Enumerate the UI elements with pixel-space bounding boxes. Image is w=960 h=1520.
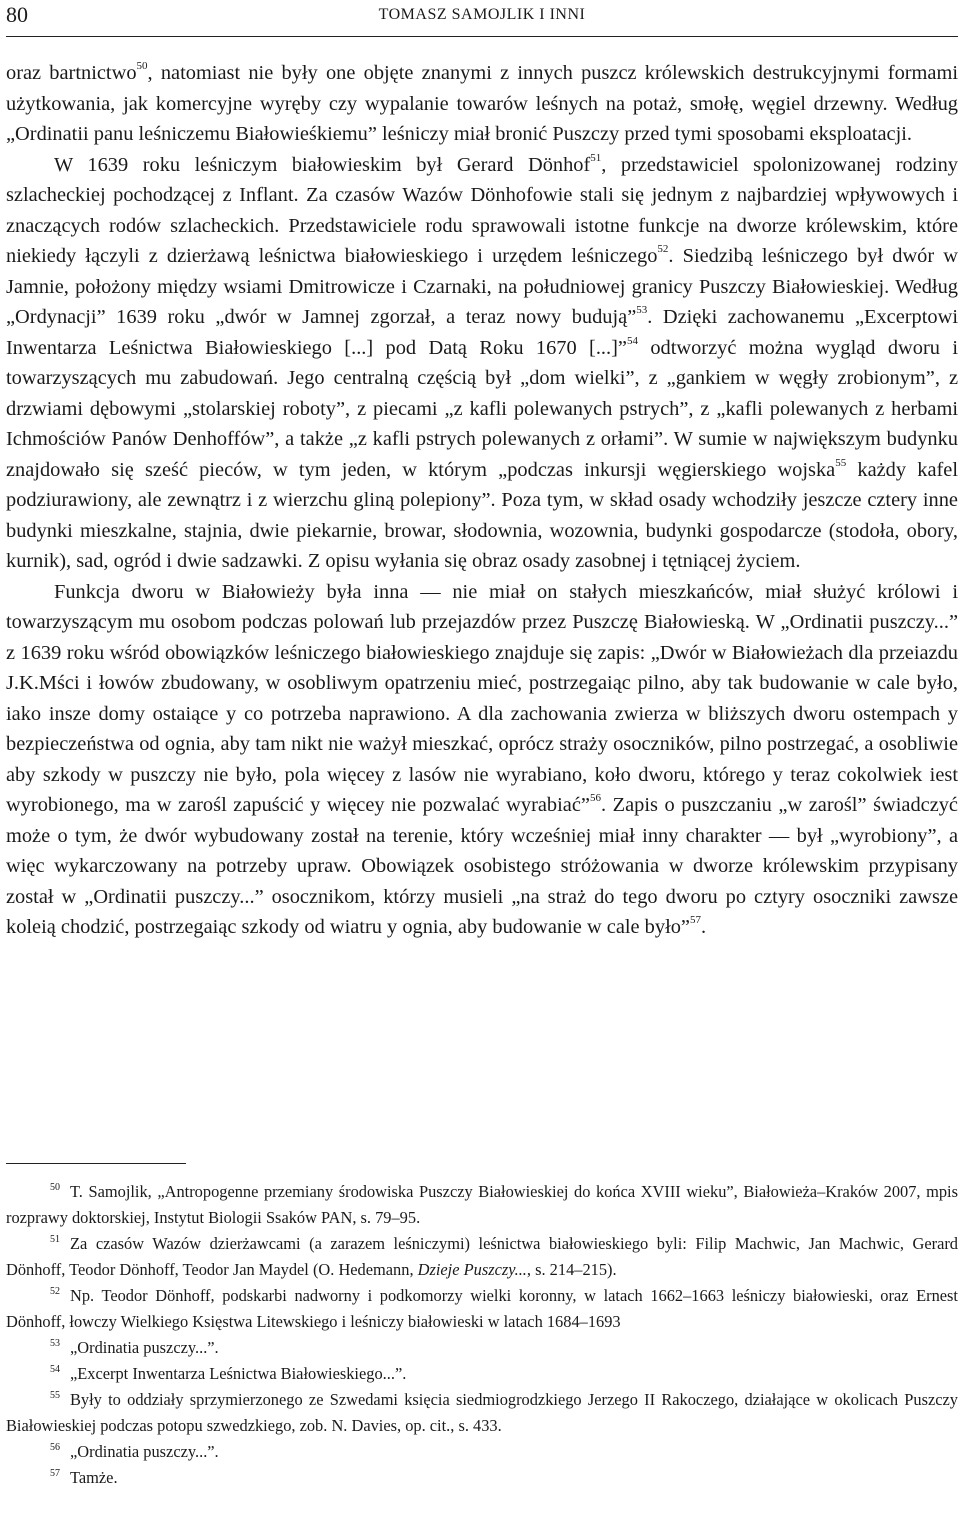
footnote-ref-57[interactable]: 57 (689, 914, 701, 927)
paragraph-1 (6, 58, 958, 150)
footnote-53 (6, 1335, 958, 1361)
text: . Siedzibą leśniczego był dwór w Jamnie, położony między wsiami Dmitrowicze i Czarnaki, na południowej granicy Puszczy Białowieskiej. Według „Ordynacji” 1639 roku „dwór w Jamnej zgorzał, a teraz nowy budują” (6, 245, 958, 328)
footnote-ref-52[interactable]: 52 (657, 243, 669, 256)
footnote-54 (6, 1361, 958, 1387)
footnote-title: Dzieje Puszczy... (417, 1260, 527, 1279)
footnote-text: T. Samojlik, „Antropogenne przemiany środowiska Puszczy Białowieskiej do końca XVIII wieku”, Białowieża–Kraków 2007, mpis rozprawy doktorskiej, Instytut Biologii Ssaków PAN, s. 79–95. (6, 1182, 958, 1227)
footnote-57 (6, 1465, 958, 1491)
footnote-ref-55[interactable]: 55 (835, 456, 847, 469)
footnote-text: Tamże. (70, 1468, 118, 1487)
main-text (6, 58, 958, 943)
text: . Zapis o puszczaniu „w zarośl” świadczyć może o tym, że dwór wybudowany został na terenie, który wcześniej miał inny charakter — był „wyrobiony”, a więc wykarczowany na potrzeby upraw. Obowiązek osobistego stróżowania w dworze królewskim przypisany został w „Ordinatii puszczy...” osocznikom, którzy musieli „na straż do tego dworu po cztyry osoczniki zawsze koleią chodzić, postrzegaiąc szkody od wiatru y ognia, aby budowanie w cale było” (6, 794, 958, 938)
text: . (700, 916, 707, 938)
footnote-number: 54 (50, 1363, 60, 1375)
footnote-ref-54[interactable]: 54 (626, 334, 638, 347)
footnote-52 (6, 1283, 958, 1335)
footnote-number: 56 (50, 1441, 60, 1453)
footnotes (6, 1179, 958, 1491)
footnote-number: 52 (50, 1285, 60, 1297)
text: . Dzięki zachowanemu „Excerptowi Inwentarza Leśnictwa Białowieskiego [...] pod Datą Roku 1670 [...]” (6, 306, 958, 359)
footnote-number: 51 (50, 1233, 60, 1245)
paragraph-3 (6, 577, 958, 943)
footnote-ref-56[interactable]: 56 (589, 792, 601, 805)
footnote-50 (6, 1179, 958, 1231)
footnote-text: „Ordinatia puszczy...”. (70, 1338, 219, 1357)
footnote-text: Np. Teodor Dönhoff, podskarbi nadworny i podkomorzy wielki koronny, w latach 1662–1663 leśniczy białowieski, oraz Ernest Dönhoff, łowczy Wielkiego Księstwa Litewskiego i leśniczy białowieski w latach 1684–1693 (6, 1286, 958, 1331)
page-header (6, 2, 958, 37)
page-number: 80 (6, 2, 28, 27)
text: W 1639 roku leśniczym białowieskim był Gerard Dönhof (54, 153, 591, 176)
footnote-56 (6, 1439, 958, 1465)
text: Funkcja dworu w Białowieży była inna — nie miał on stałych mieszkańców, miał służyć królowi i towarzyszącym mu osobom podczas polowań lub przejazdów przez Puszczę Białowieską. W „Ordinatii puszczy...” z 1639 roku wśród obowiązków leśniczego białowieskiego znajduje się zapis: „Dwór w Białowieżach dla przeiazdu J.K.Mści i łowów zbudowany, w osobliwym opatrzeniu mieć, postrzegaiąc pilno, aby tak budowanie w cale było, iako insze domy ostaiące y co potrzeba naprawiono. A dla zachowania zwierza w bliższych dworu ostempach y bezpieczeństwa od ognia, aby tam nikt nie ważył mieszkać, oprócz straży osoczników, pilno postrzegać, a osobliwie aby szkody w puszczy nie było, pola więcey z lasów nie wyrabiano, koło dworu, którego y teraz cokolwiek iest wyrobionego, ma w zarośl zapuścić y więcey nie pozwalać wyrabiać” (6, 580, 958, 816)
text: każdy kafel podziurawiony, ale zewnątrz i z wierzchu gliną polepiony”. Poza tym, w skład osady wchodziły jeszcze cztery inne budynki mieszkalne, stajnia, dwie piekarnie, browar, słodownia, wozownia, budynki gospodarcze (stodoła, obory, kurnik), sad, ogród i dwie sadzawki. Z opisu wyłania się obraz osady zasobnej i tętniącej życiem. (6, 458, 958, 572)
footnote-text: „Ordinatia puszczy...”. (70, 1442, 219, 1461)
footnote-text: Były to oddziały sprzymierzonego ze Szwedami księcia siedmiogrodzkiego Jerzego II Rakoczego, działające w okolicach Puszczy Białowieskiej podczas potopu szwedzkiego, zob. N. Davies, op. cit., s. 433. (6, 1390, 958, 1435)
footnote-number: 53 (50, 1337, 60, 1349)
footnote-number: 55 (50, 1389, 60, 1401)
footnote-ref-53[interactable]: 53 (636, 304, 648, 317)
footnote-text: „Excerpt Inwentarza Leśnictwa Białowieskiego...”. (70, 1364, 407, 1383)
footnote-number: 57 (50, 1467, 60, 1479)
footnote-ref-50[interactable]: 50 (136, 60, 148, 73)
running-head: TOMASZ SAMOJLIK I INNI (378, 6, 586, 23)
text: odtworzyć można wygląd dworu i towarzyszących mu zabudowań. Jego centralną częścią był „dom wielki”, z „gankiem w węgły zrobionym”, z drzwiami dębowymi „stolarskiej roboty”, z piecami „z kafli polewanych pstrych”, z „kafli polewanych z herbami Ichmościów Panów Denhoffów”, a także „z kafli pstrych polewanych z orłami”. W sumie w największym budynku znajdowało się sześć pieców, w tym jeden, w którym „podczas inkursji węgierskiego wojska (6, 336, 958, 481)
footnote-separator (6, 1163, 186, 1164)
footnote-number: 50 (50, 1181, 60, 1193)
footnote-text: Za czasów Wazów dzierżawcami (a zarazem leśniczymi) leśnictwa białowieskiego byli: Filip Machwic, Jan Machwic, Gerard Dönhoff, Teodor Dönhoff, Teodor Jan Maydel (O. Hedemann, (6, 1234, 958, 1279)
footnote-ref-51[interactable]: 51 (590, 151, 602, 164)
paragraph-2 (6, 150, 958, 577)
text: oraz bartnictwo (6, 62, 137, 84)
footnote-55 (6, 1387, 958, 1439)
text: , natomiast nie były one objęte znanymi z innych puszcz królewskich destrukcyjnymi formami użytkowania, jak komercyjne wyręby czy wypalanie towarów leśnych na potaż, smołę, węgiel drzewny. Według „Ordinatii panu leśniczemu Białowieśkiemu” leśniczy miał bronić Puszczy przed tymi sposobami eksploatacji. (6, 62, 958, 145)
footnote-51 (6, 1231, 958, 1283)
text: , przedstawiciel spolonizowanej rodziny szlacheckiej pochodzącej z Inflant. Za czasów Wazów Dönhofowie stali się jednym z najbardziej wpływowych i znaczących rodów szlacheckich. Przedstawiciele rodu sprawowali istotne funkcje na dworze królewskim, które niekiedy łączyli z dzierżawą leśnictwa białowieskiego i urzędem leśniczego (6, 153, 958, 267)
footnote-text: , s. 214–215). (526, 1260, 617, 1279)
